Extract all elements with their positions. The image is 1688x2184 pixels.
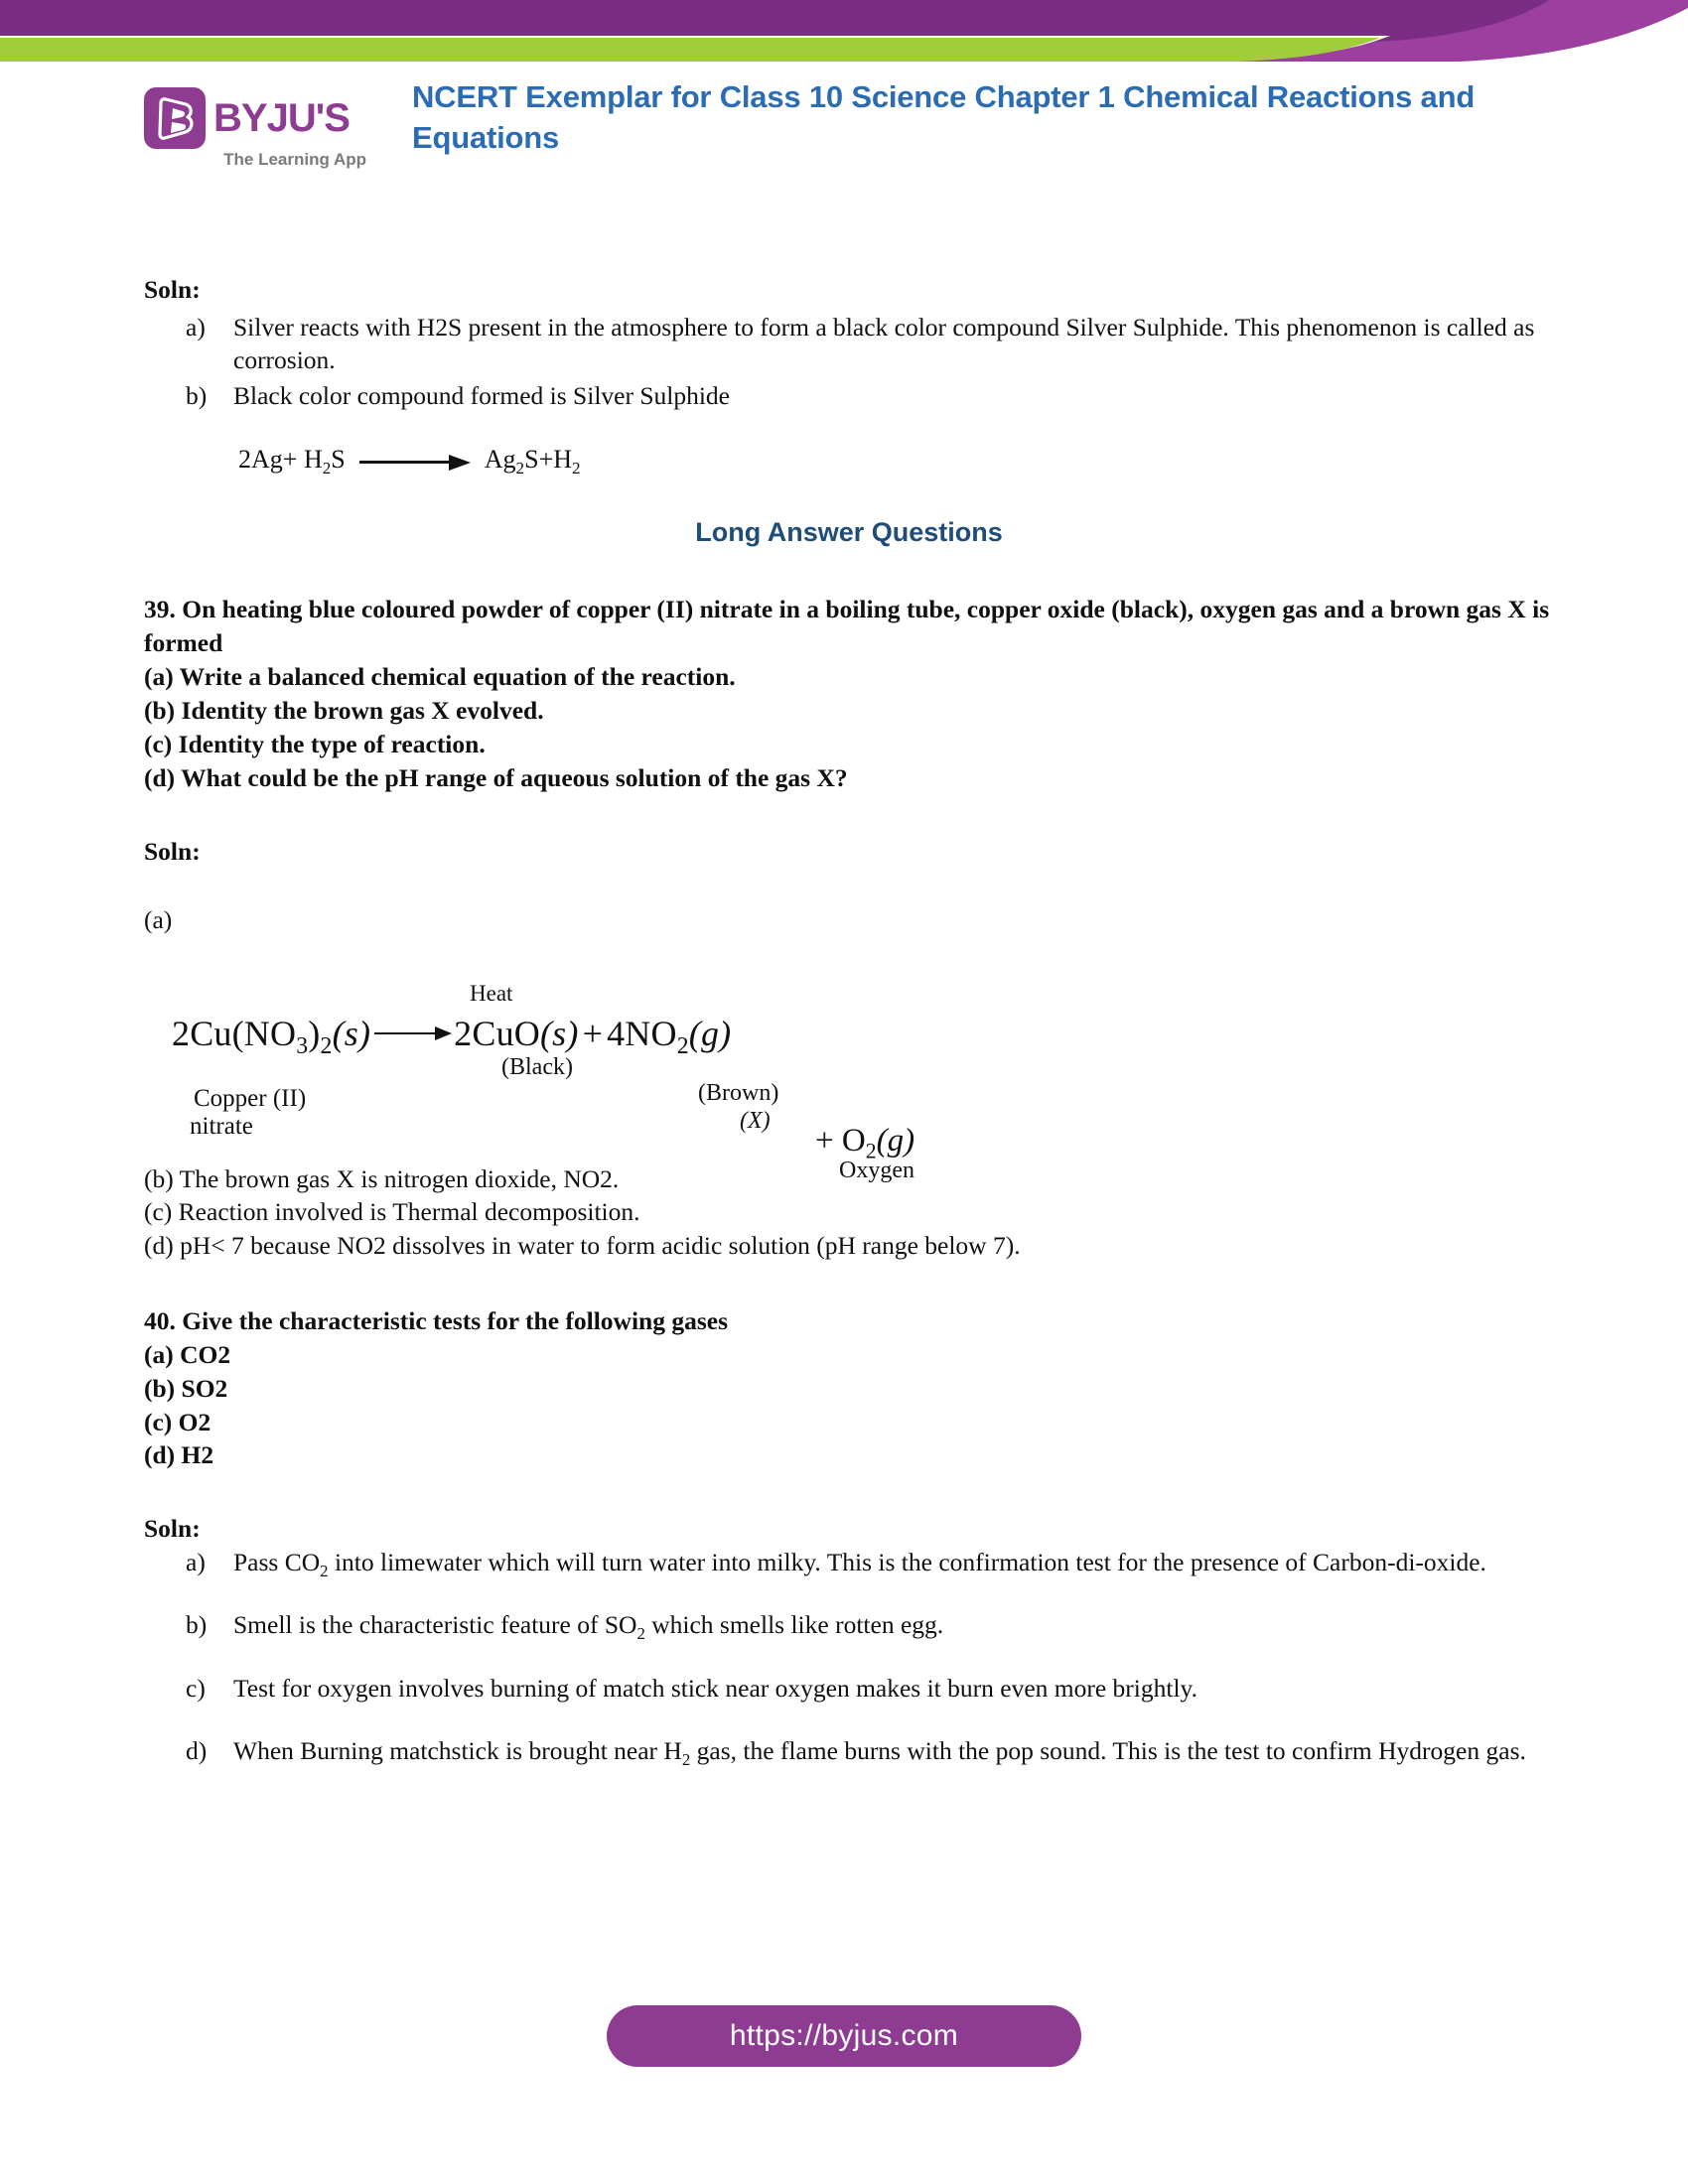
list-marker: a): [186, 1547, 206, 1576]
soln-label-q40: Soln:: [144, 1514, 201, 1544]
byjus-b-logo-icon: [144, 87, 206, 149]
question-39-part-a: (a) Write a balanced chemical equation of the reaction.: [144, 661, 736, 691]
answer-39-b: (b) The brown gas X is nitrogen dioxide, NO2.: [144, 1163, 620, 1193]
document-body: [144, 273, 1554, 1797]
list-text: Smell is the characteristic feature of $SO_2$ which smells like rotten egg.: [233, 1610, 944, 1644]
list-marker: b): [186, 380, 208, 410]
answer-39-a-marker: (a): [144, 905, 173, 935]
reaction-arrow-icon: [374, 1027, 452, 1039]
soln-label-top: Soln:: [144, 275, 201, 304]
question-40-part-d: (d) H2: [144, 1440, 214, 1470]
list-text: Silver reacts with H2S present in the atmosphere to form a black color compound Silver Sulphide. This phenomenon is called as corrosion.: [233, 312, 1535, 375]
equation-condition-label: Heat: [470, 980, 513, 1006]
label-brown: (Brown): [698, 1079, 779, 1106]
label-oxygen: Oxygen: [839, 1157, 914, 1183]
silver-sulphide-equation: [238, 443, 1554, 480]
byjus-tagline: The Learning App: [223, 150, 366, 169]
page-title: NCERT Exemplar for Class 10 Science Chapter 1 Chemical Reactions and Equations: [412, 79, 1476, 155]
list-text: Test for oxygen involves burning of match stick near oxygen makes it burn even more brightly.: [233, 1673, 1197, 1703]
subscript: 2: [320, 1033, 333, 1060]
list-marker: d): [186, 1735, 208, 1765]
soln-top-list: [144, 311, 1554, 413]
list-item: [186, 1734, 1554, 1771]
question-39-stem: 39. On heating blue coloured powder of copper (II) nitrate in a boiling tube, copper oxide (black), oxygen gas and a brown gas X is formed: [144, 595, 1550, 657]
list-item: [186, 1608, 1554, 1645]
list-marker: b): [186, 1610, 208, 1640]
list-item: [186, 1672, 1554, 1708]
label-oxygen-term: + $O_2(g)$: [815, 1122, 915, 1163]
label-black: (Black): [501, 1053, 573, 1080]
state-symbol: (g): [876, 1122, 915, 1159]
list-text: Pass $CO_2$ into limewater which will turn water into milky. This is the confirmation test for the presence of Carbon-di-oxide.: [233, 1547, 1486, 1581]
label-copper-nitrate-line1: Copper (II): [194, 1084, 307, 1112]
subscript: 2: [322, 458, 332, 478]
question-40-part-a: (a) CO2: [144, 1339, 231, 1369]
question-39-part-b: (b) Identity the brown gas X evolved.: [144, 695, 544, 725]
question-40-stem: 40. Give the characteristic tests for the following gases: [144, 1305, 729, 1335]
question-39: [144, 593, 1554, 794]
subscript: 2: [681, 1749, 691, 1769]
question-39-part-d: (d) What could be the pH range of aqueous solution of the gas X?: [144, 762, 848, 792]
list-item: [186, 311, 1554, 377]
equation-main-line: $2Cu(NO_3)_2(s) 2CuO(s) + 4NO_2(g)$: [172, 1013, 732, 1060]
answer-39-d: (d) pH< 7 because NO2 dissolves in water to form acidic solution (pH range below 7).: [144, 1231, 1021, 1261]
right-arrow-icon: [359, 455, 471, 469]
page-header: [144, 77, 1554, 170]
answer-39-c: (c) Reaction involved is Thermal decomposition.: [144, 1197, 640, 1227]
question-40: [144, 1304, 1554, 1473]
list-text: Black color compound formed is Silver Sulphide: [233, 380, 731, 410]
byjus-logo: [144, 77, 370, 170]
soln-40-list: [144, 1546, 1554, 1771]
question-39-part-c: (c) Identity the type of reaction.: [144, 729, 486, 758]
question-40-part-c: (c) O2: [144, 1407, 211, 1436]
subscript: 2: [636, 1624, 645, 1644]
label-copper-nitrate-line2: nitrate: [190, 1112, 253, 1140]
list-item: [186, 1546, 1554, 1582]
subscript: 2: [320, 1562, 329, 1581]
subscript: 3: [296, 1033, 309, 1060]
soln-label-q39: Soln:: [144, 836, 201, 866]
list-text: When Burning matchstick is brought near $H_2$ gas, the flame burns with the pop sound. This is the test to confirm Hydrogen gas.: [233, 1735, 1526, 1769]
subscript: 2: [865, 1139, 877, 1163]
state-symbol: (g): [688, 1013, 732, 1053]
byjus-wordmark: BYJU'S: [213, 96, 350, 140]
question-40-part-b: (b) SO2: [144, 1373, 228, 1403]
subscript: 2: [572, 458, 581, 478]
equation-products: $Ag_2S+H_2$: [484, 444, 581, 478]
section-heading-long-answer: Long Answer Questions: [695, 517, 1003, 548]
state-symbol: (s): [332, 1013, 371, 1053]
subscript: 2: [676, 1033, 689, 1060]
decorative-top-banner: [0, 0, 1688, 62]
list-item: [186, 379, 1554, 413]
list-marker: c): [186, 1673, 206, 1703]
subscript: 2: [515, 458, 525, 478]
banner-green-shape: [0, 38, 1380, 62]
byjus-url-button[interactable]: https://byjus.com: [607, 2005, 1081, 2067]
label-gas-x: (X): [740, 1107, 771, 1134]
state-symbol: (s): [539, 1013, 579, 1053]
list-marker: a): [186, 312, 206, 341]
banner-purple-shape: [0, 0, 1549, 42]
equation-reactants: $2Ag+ H_2S$: [238, 444, 346, 478]
